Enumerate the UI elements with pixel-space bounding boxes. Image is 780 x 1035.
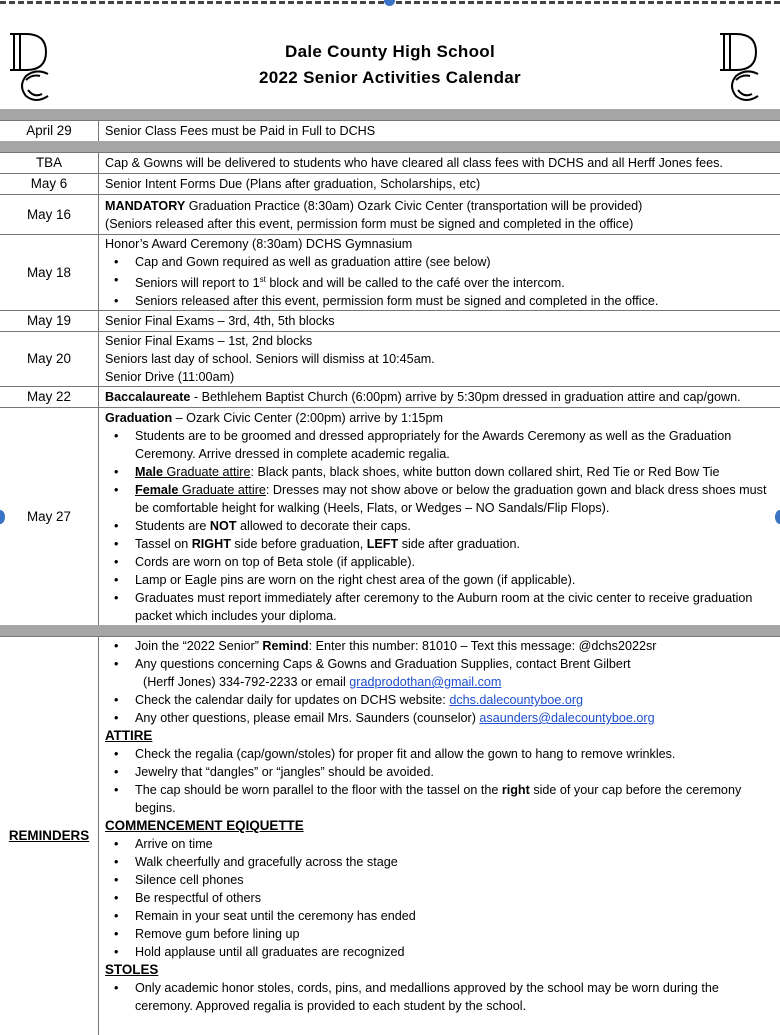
superscript: st bbox=[260, 275, 266, 284]
list-item: • Walk cheerfully and gracefully across the stage bbox=[135, 853, 776, 871]
list-text: side after graduation. bbox=[398, 537, 520, 551]
date-cell: May 18 bbox=[0, 235, 99, 311]
event-text: – Ozark Civic Center (2:00pm) arrive by 1:15pm bbox=[172, 411, 443, 425]
event-cell: Senior Intent Forms Due (Plans after graduation, Scholarships, etc) bbox=[99, 174, 780, 195]
list-item: • Remain in your seat until the ceremony has ended bbox=[135, 907, 776, 925]
date-cell: May 19 bbox=[0, 311, 99, 332]
list-item bbox=[135, 655, 776, 691]
email-link[interactable]: gradprodothan@gmail.com bbox=[349, 675, 501, 689]
list-item: • Arrive on time bbox=[135, 835, 776, 853]
list-text: Check the calendar daily for updates on DCHS website: bbox=[135, 693, 449, 707]
bullet-list bbox=[105, 979, 776, 1015]
list-item: • Lamp or Eagle pins are worn on the right chest area of the gown (if applicable). bbox=[135, 571, 776, 589]
event-cell bbox=[99, 408, 780, 626]
list-item bbox=[135, 781, 776, 817]
list-item bbox=[135, 517, 776, 535]
list-text: : Dresses may not show above or below the graduation gown and black dress shoes must be comfortable height for walking (Heels, Flats, or Wedges – NO Sandals/Flip Flops). bbox=[135, 483, 766, 515]
list-text: (Herff Jones) 334-792-2233 or email bbox=[135, 675, 349, 689]
list-text: : Black pants, black shoes, white button down collared shirt, Red Tie or Red Bow Tie bbox=[251, 465, 720, 479]
date-cell: May 22 bbox=[0, 387, 99, 408]
attire-heading: ATTIRE bbox=[105, 727, 776, 745]
stoles-heading: STOLES bbox=[105, 961, 776, 979]
date-cell: April 29 bbox=[0, 121, 99, 142]
calendar-table-top bbox=[0, 120, 780, 142]
list-item: • Seniors released after this event, permission form must be signed and completed in the office. bbox=[135, 292, 776, 310]
table-row bbox=[0, 637, 780, 1035]
list-item bbox=[135, 709, 776, 727]
list-text: allowed to decorate their caps. bbox=[237, 519, 411, 533]
list-item: • Graduates must report immediately after ceremony to the Auburn room at the civic center to receive graduation packet which includes your diploma. bbox=[135, 589, 776, 625]
list-text: The cap should be worn parallel to the floor with the tassel on the bbox=[135, 783, 502, 797]
list-item: • Remove gum before lining up bbox=[135, 925, 776, 943]
list-text: block and will be called to the café over the intercom. bbox=[266, 276, 565, 290]
list-item bbox=[135, 463, 776, 481]
list-text: side before graduation, bbox=[231, 537, 367, 551]
list-item: • Silence cell phones bbox=[135, 871, 776, 889]
reminders-content bbox=[99, 637, 780, 1035]
reminders-label: REMINDERS bbox=[9, 828, 89, 843]
attire-label: Graduate attire bbox=[163, 465, 251, 479]
event-cell bbox=[99, 195, 780, 235]
table-row bbox=[0, 174, 780, 195]
date-cell: May 16 bbox=[0, 195, 99, 235]
list-text: side of your cap before the ceremony begins. bbox=[135, 783, 741, 815]
attire-label: Graduate attire bbox=[178, 483, 266, 497]
table-row bbox=[0, 235, 780, 311]
event-bold: Graduation bbox=[105, 411, 172, 425]
calendar-table bbox=[0, 152, 780, 626]
date-cell: May 20 bbox=[0, 332, 99, 387]
table-row bbox=[0, 153, 780, 174]
separator-bar bbox=[0, 141, 780, 152]
list-item bbox=[135, 691, 776, 709]
table-row bbox=[0, 195, 780, 235]
list-bold: Remind bbox=[262, 639, 308, 653]
bullet-list bbox=[105, 835, 776, 961]
event-text: Senior Final Exams – 1st, 2nd blocks bbox=[105, 332, 776, 350]
reminders-label-cell bbox=[0, 637, 99, 1035]
table-row bbox=[0, 387, 780, 408]
list-item: • Only academic honor stoles, cords, pins, and medallions approved by the school may be worn during the ceremony. Approved regalia is provided to each student by the school. bbox=[135, 979, 776, 1015]
list-item: • Be respectful of others bbox=[135, 889, 776, 907]
list-bold: RIGHT bbox=[192, 537, 231, 551]
list-item: • Hold applause until all graduates are recognized bbox=[135, 943, 776, 961]
list-text: : Enter this number: 81010 – Text this message: @dchs2022sr bbox=[309, 639, 657, 653]
date-cell: May 6 bbox=[0, 174, 99, 195]
website-link[interactable]: dchs.dalecountyboe.org bbox=[449, 693, 583, 707]
list-text: Any questions concerning Caps & Gowns and Graduation Supplies, contact Brent Gilbert bbox=[135, 657, 631, 671]
male-label: Male bbox=[135, 465, 163, 479]
list-item: • Cap and Gown required as well as graduation attire (see below) bbox=[135, 253, 776, 271]
list-item bbox=[135, 535, 776, 553]
event-cell bbox=[99, 235, 780, 311]
list-item: • Students are to be groomed and dressed appropriately for the Awards Ceremony as well as the Graduation Ceremony. Arrive dressed in complete academic regalia. bbox=[135, 427, 776, 463]
top-dashed-border bbox=[0, 0, 780, 6]
list-text: Join the “2022 Senior” bbox=[135, 639, 262, 653]
bullet-list bbox=[105, 253, 776, 310]
resize-handle-top[interactable] bbox=[384, 0, 395, 6]
event-text: - Bethlehem Baptist Church (6:00pm) arrive by 5:30pm dressed in graduation attire and cap/gown. bbox=[190, 390, 740, 404]
school-name: Dale County High School bbox=[0, 42, 780, 62]
bullet-list bbox=[105, 745, 776, 817]
list-item: • Check the regalia (cap/gown/stoles) for proper fit and allow the gown to hang to remove wrinkles. bbox=[135, 745, 776, 763]
counselor-email-link[interactable]: asaunders@dalecountyboe.org bbox=[479, 711, 654, 725]
event-cell: Cap & Gowns will be delivered to students who have cleared all class fees with DCHS and all Herff Jones fees. bbox=[99, 153, 780, 174]
document-header bbox=[0, 42, 780, 88]
event-bold: Baccalaureate bbox=[105, 390, 190, 404]
document-title: 2022 Senior Activities Calendar bbox=[0, 68, 780, 88]
list-item: • Jewelry that “dangles” or “jangles” should be avoided. bbox=[135, 763, 776, 781]
event-text: Honor’s Award Ceremony (8:30am) DCHS Gymnasium bbox=[105, 235, 776, 253]
separator-bar bbox=[0, 625, 780, 636]
bullet-list bbox=[105, 637, 776, 727]
bullet-list bbox=[105, 427, 776, 625]
female-label: Female bbox=[135, 483, 178, 497]
list-text: Any other questions, please email Mrs. Saunders (counselor) bbox=[135, 711, 479, 725]
list-bold: NOT bbox=[210, 519, 237, 533]
date-cell: TBA bbox=[0, 153, 99, 174]
list-bold: right bbox=[502, 783, 530, 797]
list-bold: LEFT bbox=[367, 537, 398, 551]
list-item bbox=[135, 271, 776, 292]
list-text: Tassel on bbox=[135, 537, 192, 551]
event-cell: Senior Class Fees must be Paid in Full to DCHS bbox=[99, 121, 780, 142]
event-cell: Senior Final Exams – 3rd, 4th, 5th blocks bbox=[99, 311, 780, 332]
mandatory-label: MANDATORY bbox=[105, 199, 185, 213]
event-text: Senior Drive (11:00am) bbox=[105, 368, 776, 386]
table-row bbox=[0, 332, 780, 387]
commencement-heading: COMMENCEMENT EQIQUETTE bbox=[105, 817, 776, 835]
separator-bar bbox=[0, 109, 780, 120]
event-text: Seniors last day of school. Seniors will dismiss at 10:45am. bbox=[105, 350, 776, 368]
list-text: Students are bbox=[135, 519, 210, 533]
list-item: • Cords are worn on top of Beta stole (if applicable). bbox=[135, 553, 776, 571]
event-text: (Seniors released after this event, permission form must be signed and completed in the office) bbox=[105, 217, 633, 231]
event-cell bbox=[99, 332, 780, 387]
list-item bbox=[135, 481, 776, 517]
list-item bbox=[135, 637, 776, 655]
table-row bbox=[0, 311, 780, 332]
date-cell: May 27 bbox=[0, 408, 99, 626]
table-row bbox=[0, 121, 780, 142]
event-text: Graduation Practice (8:30am) Ozark Civic Center (transportation will be provided) bbox=[185, 199, 642, 213]
reminders-table bbox=[0, 636, 780, 1035]
list-text: Seniors will report to 1 bbox=[135, 276, 260, 290]
table-row bbox=[0, 408, 780, 626]
event-cell bbox=[99, 387, 780, 408]
